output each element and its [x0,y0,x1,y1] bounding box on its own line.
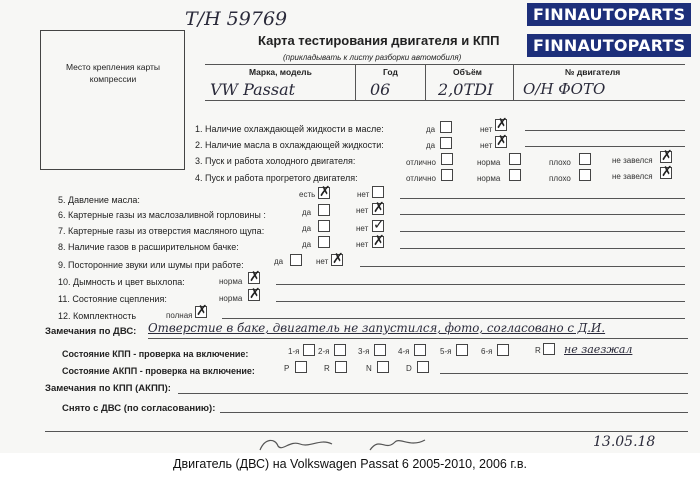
q3-opt-no-start: не завелся [612,156,653,165]
q10-opt-normal: норма [219,277,243,286]
q4-check-mark: ✗ [661,164,673,180]
q3-label: 3. Пуск и работа холодного двигателя: [195,156,356,166]
q4-opt-bad: плохо [549,174,571,183]
kpp-gear-6: 6-я [481,347,493,356]
q11-opt-normal: норма [219,294,243,303]
q5-box-no[interactable] [372,186,384,198]
q1-label: 1. Наличие охлаждающей жидкости в масле: [195,124,384,134]
q7-label: 7. Картерные газы из отверстия масляного щупа: [58,226,265,236]
q9-opt-yes: да [274,257,284,266]
q9-opt-no: нет [316,257,329,266]
removed-parts-label: Снято с ДВС (по согласованию): [62,403,216,414]
kpp-note: не заезжал [564,343,633,356]
kpp-gear-r: R [535,346,541,355]
compressor-card-placeholder [40,30,185,170]
akpp-box-gear-p[interactable] [295,361,307,373]
q3-box-excellent[interactable] [441,153,453,165]
value-year: 06 [370,80,391,99]
remarks-gearbox-label: Замечания по КПП (АКПП): [45,383,171,394]
q7-check-mark: ✓ [373,217,385,233]
kpp-state-label: Состояние КПП - проверка на включение: [62,349,249,359]
q3-box-bad[interactable] [579,153,591,165]
handwritten-stock-number: Т/Н 59769 [185,8,288,30]
header-volume: Объём [453,67,482,77]
kpp-box-gear-1[interactable] [303,344,315,356]
remarks-engine-label: Замечания по ДВС: [45,326,137,337]
q5-check-mark: ✗ [319,184,331,200]
kpp-box-gear-5[interactable] [456,344,468,356]
q1-opt-yes: да [426,125,436,134]
q8-opt-yes: да [302,240,312,249]
q1-check-mark: ✗ [496,116,508,132]
q11-label: 11. Состояние сцепления: [58,294,167,304]
q4-opt-excellent: отлично [406,174,436,183]
value-brand: VW Passat [210,80,296,99]
q3-check-mark: ✗ [661,148,673,164]
akpp-gear-d: D [406,364,412,373]
akpp-gear-n: N [366,364,372,373]
q10-label: 10. Дымность и цвет выхлопа: [58,277,185,287]
value-volume: 2,0TDI [438,80,494,99]
remarks-engine-text: Отверстие в баке, двигатель не запустился, фото, согласовано с Д.И. [148,321,606,335]
q3-box-normal[interactable] [509,153,521,165]
q6-opt-no: нет [356,206,369,215]
q8-check-mark: ✗ [373,233,385,249]
value-engine-number: О/Н ФОТО [523,80,606,98]
image-caption: Двигатель (ДВС) на Volkswagen Passat 6 2005-2010, 2006 г.в. [0,453,700,481]
q8-box-yes[interactable] [318,236,330,248]
kpp-gear-4: 4-я [398,347,410,356]
q9-box-yes[interactable] [290,254,302,266]
header-brand: Марка, модель [249,67,312,77]
q3-opt-bad: плохо [549,158,571,167]
akpp-box-gear-n[interactable] [377,361,389,373]
q4-box-bad[interactable] [579,169,591,181]
q6-label: 6. Картерные газы из маслозаливной горловины : [58,210,266,220]
kpp-gear-5: 5-я [440,347,452,356]
q3-opt-normal: норма [477,158,501,167]
kpp-box-gear-r[interactable] [543,343,555,355]
q9-label: 9. Посторонние звуки или шумы при работе: [58,260,244,270]
kpp-box-gear-6[interactable] [497,344,509,356]
stamp-text: Место крепления карты компрессии [65,62,161,84]
q4-opt-no-start: не завелся [612,172,653,181]
q1-opt-no: нет [480,125,493,134]
signature-scribble [250,432,450,454]
akpp-box-gear-r[interactable] [335,361,347,373]
form-title: Карта тестирования двигателя и КПП [258,33,500,48]
q2-check-mark: ✗ [496,133,508,149]
signature-date: 13.05.18 [593,434,656,450]
q4-box-excellent[interactable] [441,169,453,181]
kpp-box-gear-3[interactable] [374,344,386,356]
q4-box-normal[interactable] [509,169,521,181]
q2-opt-no: нет [480,141,493,150]
q6-opt-yes: да [302,208,312,217]
q4-label: 4. Пуск и работа прогретого двигателя: [195,173,358,183]
watermark-logo: FINNAUTOPARTS [527,3,691,26]
akpp-state-label: Состояние АКПП - проверка на включение: [62,366,255,376]
q12-opt-full: полная [166,311,193,320]
q2-box-yes[interactable] [440,137,452,149]
akpp-gear-p: P [284,364,290,373]
q7-box-yes[interactable] [318,220,330,232]
q6-check-mark: ✗ [373,200,385,216]
q4-opt-normal: норма [477,174,501,183]
q11-check-mark: ✗ [249,286,261,302]
kpp-box-gear-2[interactable] [334,344,346,356]
watermark-logo-duplicate: FINNAUTOPARTS [527,34,691,57]
q7-opt-yes: да [302,224,312,233]
q3-opt-excellent: отлично [406,158,436,167]
kpp-gear-1: 1-я [288,347,300,356]
header-year: Год [383,67,398,77]
q5-label: 5. Давление масла: [58,195,140,205]
kpp-gear-2: 2-я [318,347,330,356]
q5-opt-no: нет [357,190,370,199]
kpp-gear-3: 3-я [358,347,370,356]
header-engine-number: № двигателя [565,67,621,77]
q12-label: 12. Комплектность [58,311,137,321]
akpp-box-gear-d[interactable] [417,361,429,373]
q9-check-mark: ✗ [332,251,344,267]
q12-check-mark: ✗ [196,303,208,319]
q7-opt-no: нет [356,224,369,233]
akpp-gear-r: R [324,364,330,373]
q2-opt-yes: да [426,141,436,150]
q8-opt-no: нет [356,240,369,249]
q2-label: 2. Наличие масла в охлаждающей жидкости: [195,140,384,150]
form-subtitle: (прикладывать к листу разборки автомобиля) [283,53,462,62]
q8-label: 8. Наличие газов в расширительном бачке: [58,242,239,252]
q5-opt-yes: есть [299,190,316,199]
q10-check-mark: ✗ [249,269,261,285]
kpp-box-gear-4[interactable] [414,344,426,356]
q6-box-yes[interactable] [318,204,330,216]
q1-box-yes[interactable] [440,121,452,133]
